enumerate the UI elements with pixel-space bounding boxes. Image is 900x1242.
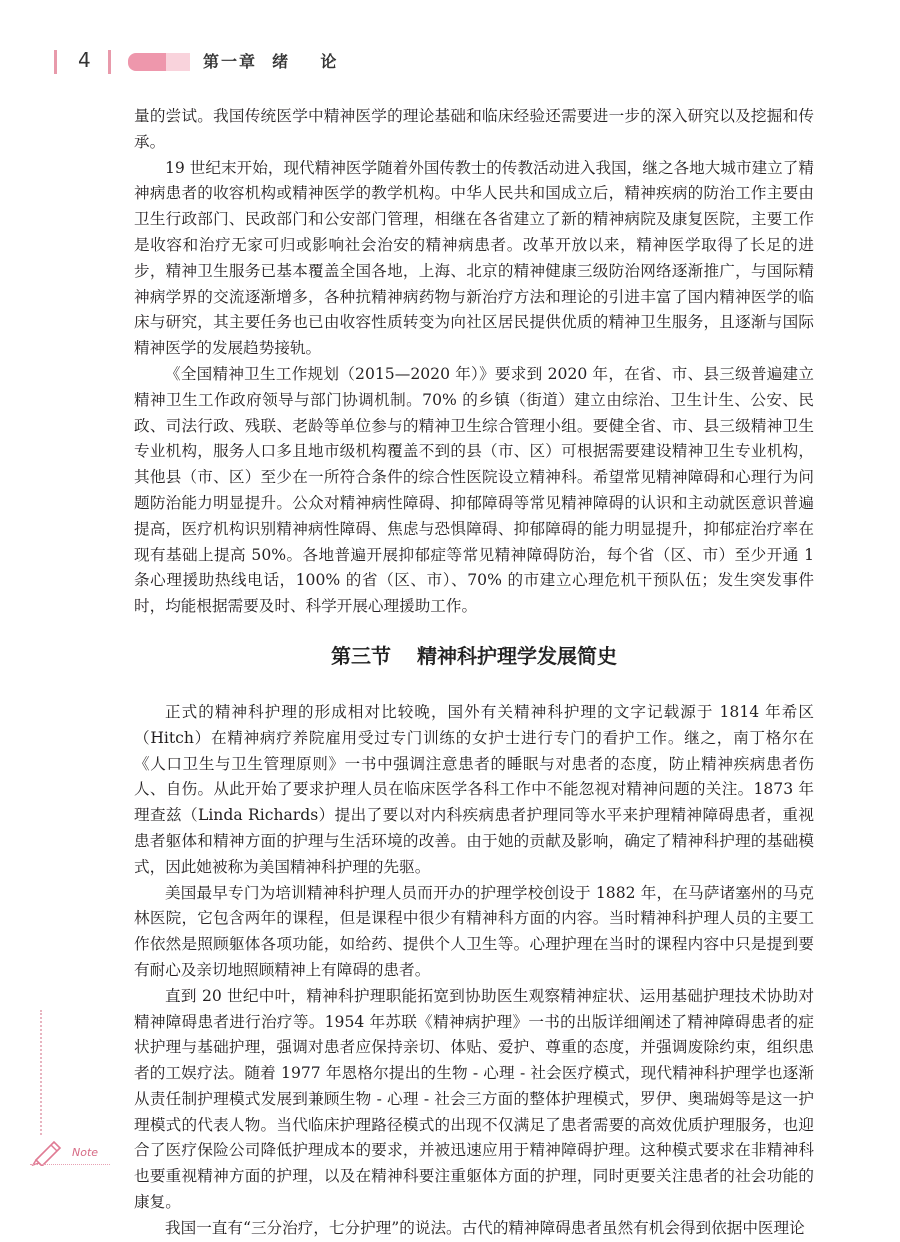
section-heading <box>134 620 814 700</box>
paragraph: 正式的精神科护理的形成相对比较晚，国外有关精神科护理的文字记载源于 1814 年希区（Hitch）在精神病疗养院雇用受过专门训练的女护士进行专门的看护工作。继之，南丁格尔在《人口卫生与卫生管理原则》一书中强调注意患者的睡眠与对患者的态度，防止精神疾病患者伤人、自伤。从此开始了要求护理人员在临床医学各科工作中不能忽视对精神问题的关注。1873 年理查兹（Linda Richards）提出了要以对内科疾病患者护理同等水平来护理精神障碍患者，重视患者躯体和精神方面的护理与生活环境的改善。由于她的贡献及影响，确定了精神科护理的基础模式，因此她被称为美国精神科护理的先驱。 <box>134 702 814 876</box>
paragraph: 《全国精神卫生工作规划（2015—2020 年）》要求到 2020 年，在省、市、县三级普遍建立精神卫生工作政府领导与部门协调机制。70% 的乡镇（街道）建立由综治、卫生计生、公安、民政、司法行政、残联、老龄等单位参与的精神卫生综合管理小组。要健全省、市、县三级精神卫生专业机构，服务人口多且地市级机构覆盖不到的县（市、区）可根据需要建设精神卫生专业机构，其他县（市、区）至少在一所符合条件的综合性医院设立精神科。希望常见精神障碍和心理行为问题防治能力明显提升。公众对精神病性障碍、抑郁障碍等常见精神障碍的认识和主动就医意识普遍提高，医疗机构识别精神病性障碍、焦虑与恐惧障碍、抑郁障碍的能力明显提升，抑郁症治疗率在现有基础上提高 50%。各地普遍开展抑郁症等常见精神障碍防治，每个省（区、市）至少开通 1 条心理援助热线电话，100% 的省（区、市）、70% 的市建立心理危机干预队伍；发生突发事件时，均能根据需要及时、科学开展心理援助工作。 <box>134 364 814 616</box>
section-title: 精神科护理学发展简史 <box>417 643 617 668</box>
paragraph: 我国一直有“三分治疗，七分护理”的说法。古代的精神障碍患者虽然有机会得到依据中医理论 <box>165 1218 805 1237</box>
paragraph: 直到 20 世纪中叶，精神科护理职能拓宽到协助医生观察精神症状、运用基础护理技术协助对精神障碍患者进行治疗等。1954 年苏联《精神病护理》一书的出版详细阐述了精神障碍患者的症状护理与基础护理，强调对患者应保持亲切、体贴、爱护、尊重的态度，并强调废除约束，组织患者的工娱疗法。随着 1977 年恩格尔提出的生物 - 心理 - 社会医疗模式，现代精神科护理学也逐渐从责任制护理模式发展到兼顾生物 - 心理 - 社会三方面的整体护理模式，罗伊、奥瑞姆等是这一护理模式的代表人物。当代临床护理路径模式的出现不仅满足了患者需要的高效优质护理服务，也迎合了医疗保险公司降低护理成本的要求，并被迅速应用于精神障碍护理。这种模式要求在非精神科也要重视精神方面的护理，以及在精神科要注重躯体方面的护理，同时更要关注患者的社会功能的康复。 <box>134 986 814 1212</box>
chapter-title: 第一章 绪 论 <box>203 52 339 71</box>
note-label: Note <box>72 1146 99 1159</box>
note-underline <box>30 1164 110 1165</box>
page-header <box>0 46 900 76</box>
header-accent-bar-light <box>166 53 190 71</box>
margin-note <box>30 1136 112 1176</box>
paragraph-continuation: 量的尝试。我国传统医学中精神医学的理论基础和临床经验还需要进一步的深入研究以及挖掘和传承。 <box>134 107 814 151</box>
page-body <box>134 104 814 1242</box>
pencil-icon <box>30 1136 68 1166</box>
header-rule-left <box>54 50 57 74</box>
margin-dotted-rule <box>40 1010 42 1135</box>
paragraph: 美国最早专门为培训精神科护理人员而开办的护理学校创设于 1882 年，在马萨诸塞州的马克林医院，它包含两年的课程，但是课程中很少有精神科方面的内容。当时精神科护理人员的主要工作依然是照顾躯体各项功能，如给药、提供个人卫生等。心理护理在当时的课程内容中只是提到要有耐心及亲切地照顾精神上有障碍的患者。 <box>134 883 814 979</box>
paragraph: 19 世纪末开始，现代精神医学随着外国传教士的传教活动进入我国，继之各地大城市建立了精神病患者的收容机构或精神医学的教学机构。中华人民共和国成立后，精神疾病的防治工作主要由卫生行政部门、民政部门和公安部门管理，相继在各省建立了新的精神病院及康复医院，主要工作是收容和治疗无家可归或影响社会治安的精神病患者。改革开放以来，精神医学取得了长足的进步，精神卫生服务已基本覆盖全国各地，上海、北京的精神健康三级防治网络逐渐推广，与国际精神病学界的交流逐渐增多，各种抗精神病药物与新治疗方法和理论的引进丰富了国内精神医学的临床与研究，其主要任务也已由收容性质转变为向社区居民提供优质的精神卫生服务，且逐渐与国际精神医学的发展趋势接轨。 <box>134 158 814 358</box>
section-number: 第三节 <box>331 643 391 668</box>
page-number: 4 <box>78 48 91 72</box>
header-rule-right <box>108 50 111 74</box>
header-accent-bar <box>128 53 166 71</box>
